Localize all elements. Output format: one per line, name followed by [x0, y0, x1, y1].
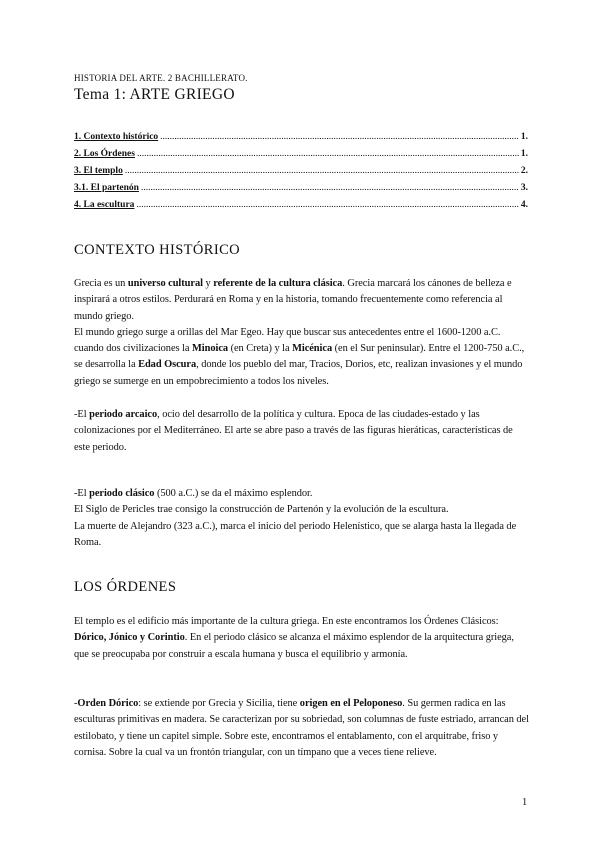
- toc-leader-dots: [125, 166, 519, 176]
- bold-run: Minoica: [192, 343, 229, 355]
- table-of-contents: [74, 132, 528, 217]
- toc-entry-label[interactable]: 2. Los Órdenes: [74, 149, 135, 159]
- toc-leader-dots: [160, 132, 519, 142]
- toc-leader-dots: [137, 149, 519, 159]
- toc-entry-page: 1.: [520, 132, 528, 142]
- text-run: (en el Sur peninsular). Entre el 1200-750 a.C., se desarrolla la: [74, 343, 525, 371]
- text-run: y: [202, 278, 214, 289]
- bold-run: referente de la cultura clásica: [213, 278, 343, 289]
- bold-run: periodo clásico: [89, 488, 155, 499]
- document-title: Tema 1: ARTE GRIEGO: [74, 86, 235, 103]
- bold-run: Micénica: [292, 343, 333, 355]
- toc-entry-partenon[interactable]: [74, 183, 528, 200]
- toc-entry-page: 3.: [520, 183, 528, 193]
- text-run: . Su germen radica en las esculturas primitivas en madera. Se caracterizan por su sobriedad, son columnas de fuste estriado, arrancan del estilobato, y tiene un capitel simple. Sobre este, encontramos el entablamento, con el arquitrabe, friso y cornisa. Sobre la cual va un frontón triangular, con un tímpano que a veces tiene relieve.: [74, 698, 529, 758]
- paragraph-ordenes-1: [74, 614, 530, 663]
- bold-run: Orden Dórico: [77, 698, 139, 709]
- toc-leader-dots: [141, 183, 519, 193]
- paragraph-orden-dorico: [74, 696, 530, 761]
- text-run: . En el periodo clásico se alcanza el máximo esplendor de la arquitectura griega, que se preocupaba por construir a escala humana y busca el equilibrio y armonía.: [74, 632, 514, 660]
- text-run: : se extiende por Grecia y Sicilia, tiene: [138, 698, 300, 709]
- section-heading-contexto: CONTEXTO HISTÓRICO: [74, 242, 241, 258]
- paragraph-periodo-arcaico: [74, 407, 530, 456]
- page-number: 1: [522, 797, 528, 808]
- text-line: La muerte de Alejandro (323 a.C.), marca el inicio del periodo Helenístico, que se alarga hasta la llegada de Roma.: [74, 520, 517, 548]
- text-run: -El: [74, 409, 90, 420]
- toc-entry-page: 2.: [520, 166, 528, 176]
- text-run: , ocio del desarrollo de la política y cultura. Epoca de las ciudades-estado y las colonizaciones por el Mediterráneo. El arte se abre paso a través de las figuras hieráticas, características de este periodo.: [74, 409, 513, 453]
- bold-run: universo cultural: [127, 278, 203, 289]
- bold-run: Dórico, Jónico y Corintio: [74, 632, 185, 644]
- text-run: -: [74, 698, 78, 709]
- toc-entry-label[interactable]: 3. El templo: [74, 166, 123, 176]
- section-heading-ordenes: LOS ÓRDENES: [74, 579, 177, 595]
- text-line: El Siglo de Pericles trae consigo la construcción de Partenón y la evolución de la escultura.: [74, 504, 449, 516]
- toc-entry-label[interactable]: 4. La escultura: [74, 200, 135, 210]
- bold-run: origen en el Peloponeso: [299, 698, 403, 709]
- toc-entry-label[interactable]: 3.1. El partenón: [74, 183, 139, 193]
- toc-entry-label[interactable]: 1. Contexto histórico: [74, 132, 159, 142]
- text-run: El mundo griego surge a orillas del Mar Egeo. Hay que buscar sus antecedentes entre el 1600-1200 a.C. cuando dos civilizaciones la: [74, 326, 501, 355]
- text-run: Grecia es un: [74, 278, 128, 289]
- toc-entry-ordenes[interactable]: [74, 149, 528, 166]
- text-run: -El: [74, 488, 90, 499]
- toc-entry-contexto[interactable]: [74, 132, 528, 149]
- text-run: (500 a.C.) se da el máximo esplendor.: [154, 488, 313, 499]
- text-run: , donde los pueblo del mar, Tracios, Dorios, etc, realizan invasiones y el mundo griego se sumerge en un empobrecimiento a todos los niveles.: [74, 359, 523, 387]
- course-subtitle: HISTORIA DEL ARTE. 2 BACHILLERATO.: [74, 73, 248, 83]
- text-run: . Grecia marcará los cánones de belleza e inspirará a otros estilos. Perdurará en Roma y en la historia, tomando frecuentemente como referencia al mundo griego.: [74, 278, 512, 322]
- paragraph-contexto-1: [74, 276, 530, 390]
- toc-entry-page: 1.: [520, 149, 528, 159]
- toc-entry-page: 4.: [520, 200, 528, 210]
- toc-entry-templo[interactable]: [74, 166, 528, 183]
- text-run: El templo es el edificio más importante de la cultura griega. En este encontramos los Órdenes Clásicos:: [74, 616, 499, 627]
- text-run: (en Creta) y la: [228, 343, 293, 355]
- paragraph-periodo-clasico: [74, 486, 530, 551]
- bold-run: periodo arcaico: [89, 409, 158, 420]
- toc-entry-escultura[interactable]: [74, 200, 528, 217]
- toc-leader-dots: [136, 200, 518, 210]
- bold-run: Edad Oscura: [138, 359, 197, 371]
